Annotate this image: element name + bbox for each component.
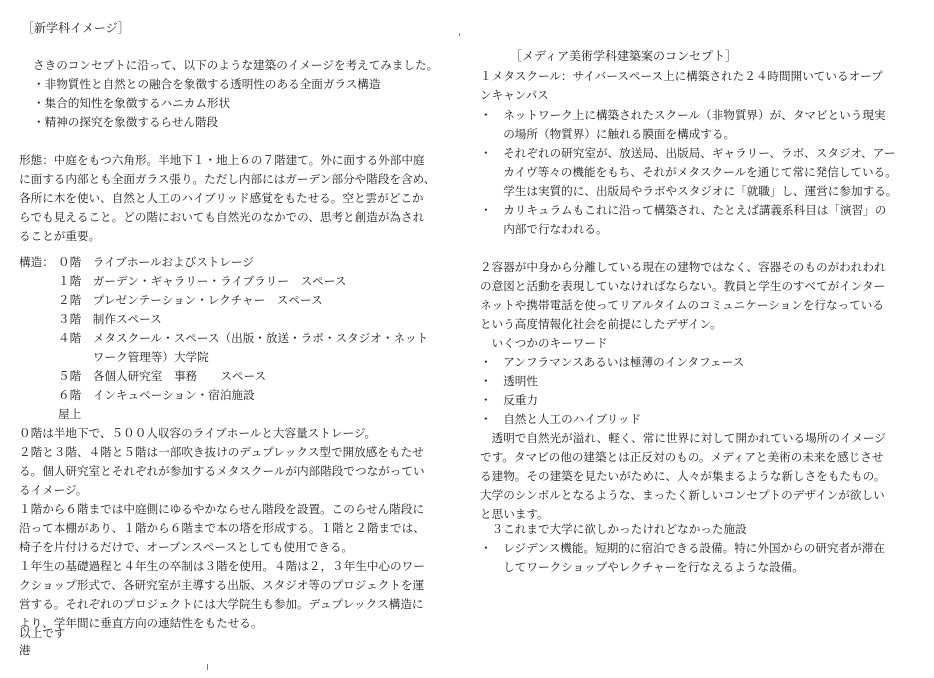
section3-line: ・ レジデンス機能。短期的に宿泊できる設備。特に外国からの研究者が滞在 bbox=[480, 541, 885, 555]
form-paragraph-line: ることが重要。 bbox=[19, 229, 101, 243]
bullet-item: ・精神の探究を象徴するらせん階段 bbox=[33, 115, 219, 129]
section1-line: ・ カリキュラムもこれに沿って構築され、たとえば講義系科目は「演習」の bbox=[480, 203, 887, 217]
floor-item: ０階 ライブホールおよびストレージ bbox=[58, 255, 254, 269]
detail-line: ２階と３階、４階と５階は一部吹き抜けのデュプレックス型で開放感をもたせ bbox=[19, 445, 424, 459]
section2-line: 大学のシンボルとなるような、まったく新しいコンセプトのデザインが欲しい bbox=[480, 488, 885, 502]
scan-speck bbox=[207, 664, 208, 670]
detail-line: 椅子を片付けるだけで、オープンスペースとしても使用できる。 bbox=[19, 540, 354, 554]
detail-line: 営する。それぞれのプロジェクトには大学院生も参加。デュプレックス構造に bbox=[19, 597, 424, 611]
detail-line: るイメージ。 bbox=[19, 483, 88, 497]
bullet-item: ・非物質性と自然との融合を象徴する透明性のある全面ガラス構造 bbox=[33, 77, 381, 91]
floor-item: ３階 制作スペース bbox=[58, 312, 162, 326]
floor-item: ワーク管理等）大学院 bbox=[58, 350, 209, 364]
section2-line: いくつかのキーワード bbox=[480, 336, 608, 350]
detail-line: １階から６階までは中庭側にゆるやかならせん階段を設置。このらせん階段に bbox=[19, 502, 425, 516]
section1-line: １メタスクール：サイバースペース上に構築された２４時間開いているオープ bbox=[480, 69, 883, 83]
signature: 港 bbox=[19, 643, 31, 657]
section3-line: してワークショップやレクチャーを行なえるような設備。 bbox=[480, 560, 804, 574]
section1-line: 学生は実質的に、出版局やラボやスタジオに「就職」し、運営に参加する。 bbox=[480, 184, 898, 198]
bullet-item: ・集合的知性を象徴するハニカム形状 bbox=[33, 96, 231, 110]
intro-text: さきのコンセプトに沿って、以下のような建築のイメージを考えてみました。 bbox=[33, 58, 439, 72]
section2-line: ・ 反重力 bbox=[480, 393, 538, 407]
section2-line: の意図と活動を表現していなければならない。教員と学生のすべてがインター bbox=[480, 279, 886, 293]
form-paragraph-line: 形態：中庭をもつ六角形。半地下１・地上６の７階建て。外に面する外部中庭 bbox=[19, 153, 425, 167]
section1-line: 内部で行なわれる。 bbox=[480, 222, 608, 236]
left-heading: ［新学科イメージ］ bbox=[22, 21, 130, 35]
detail-line: 沿って本棚があり、１階から６階まで本の塔を形成する。１階と２階までは、 bbox=[19, 521, 425, 535]
form-paragraph-line: に面する内部とも全面ガラス張り。ただし内部にはガーデン部分や階段を含め、 bbox=[19, 172, 436, 186]
section1-line: ・ ネットワーク上に構築されたスクール（非物質界）が、タマビという現実 bbox=[480, 108, 886, 122]
section2-line: ・ 自然と人工のハイブリッド bbox=[480, 412, 642, 426]
section2-line: ２容器が中身から分離している現在の建物ではなく、容器そのものがわれわれ bbox=[480, 260, 886, 274]
section2-line: ・ 透明性 bbox=[480, 374, 538, 388]
closing-text: 以上です bbox=[19, 626, 66, 640]
structure-label: 構造： bbox=[19, 255, 54, 269]
floor-item: ５階 各個人研究室 事務 スペース bbox=[58, 369, 267, 383]
right-heading: ［メディア美術学科建築案のコンセプト］ bbox=[510, 49, 738, 63]
detail-line: より、学年間に垂直方向の連結性をもたせる。 bbox=[19, 616, 263, 630]
floor-item: 屋上 bbox=[58, 407, 82, 421]
floor-item: ４階 メタスクール・スペース（出版・放送・ラボ・スタジオ・ネット bbox=[58, 331, 429, 345]
section1-line: カイヴ等々の機能をもち、それがメタスクールを通じて常に発信している。 bbox=[480, 165, 897, 179]
section1-line: ・ それぞれの研究室が、放送局、出版局、ギャラリー、ラボ、スタジオ、アー bbox=[480, 146, 896, 160]
section2-line: と思います。 bbox=[480, 507, 549, 521]
detail-line: ０階は半地下で、５００人収容のライブホールと大容量ストレージ。 bbox=[19, 426, 377, 440]
section2-line: 透明で自然光が溢れ、軽く、常に世界に対して開かれている場所のイメージ bbox=[480, 431, 886, 445]
floor-item: ２階 プレゼンテーション・レクチャー スペース bbox=[58, 293, 323, 307]
section1-line: ンキャンパス bbox=[480, 88, 549, 102]
form-paragraph-line: らでも見えること。どの階においても自然光のなかでの、思考と創造が為され bbox=[19, 210, 425, 224]
section2-line: という高度情報化社会を前提にしたデザイン。 bbox=[480, 317, 722, 331]
section2-line: ネットや携帯電話を使ってリアルタイムのコミュニケーションを行なっている bbox=[480, 298, 884, 312]
floor-item: １階 ガーデン・ギャラリー・ライブラリー スペース bbox=[58, 274, 347, 288]
section2-line: です。タマビの他の建築とは正反対のもの。メディアと美術の未来を感じさせ bbox=[480, 450, 884, 464]
section2-line: ・ アンフラマンスあるいは極薄のインタフェース bbox=[480, 355, 745, 369]
scan-speck bbox=[459, 33, 460, 36]
detail-line: クショップ形式で、各研究室が主導する出版、スタジオ等のプロジェクトを運 bbox=[19, 578, 425, 592]
detail-line: １年生の基礎過程と４年生の卒制は３階を使用。４階は２，３年生中心のワー bbox=[19, 559, 425, 573]
section3-line: ３これまで大学に欲しかったけれどなかった施設 bbox=[480, 522, 747, 536]
detail-line: る。個人研究室とそれぞれが参加するメタスクールが内部階段でつながってい bbox=[19, 464, 425, 478]
section2-line: る建物。その建築を見たいがために、人々が集まるような新しさをもたもの。 bbox=[480, 469, 886, 483]
form-paragraph-line: 各所に木を使い、自然と人工のハイブリッド感覚をもたせる。空と雲がどこか bbox=[19, 191, 424, 205]
floor-item: ６階 インキュベーション・宿泊施設 bbox=[58, 388, 255, 402]
section1-line: の場所（物質界）に触れる膜面を構成する。 bbox=[480, 127, 736, 141]
